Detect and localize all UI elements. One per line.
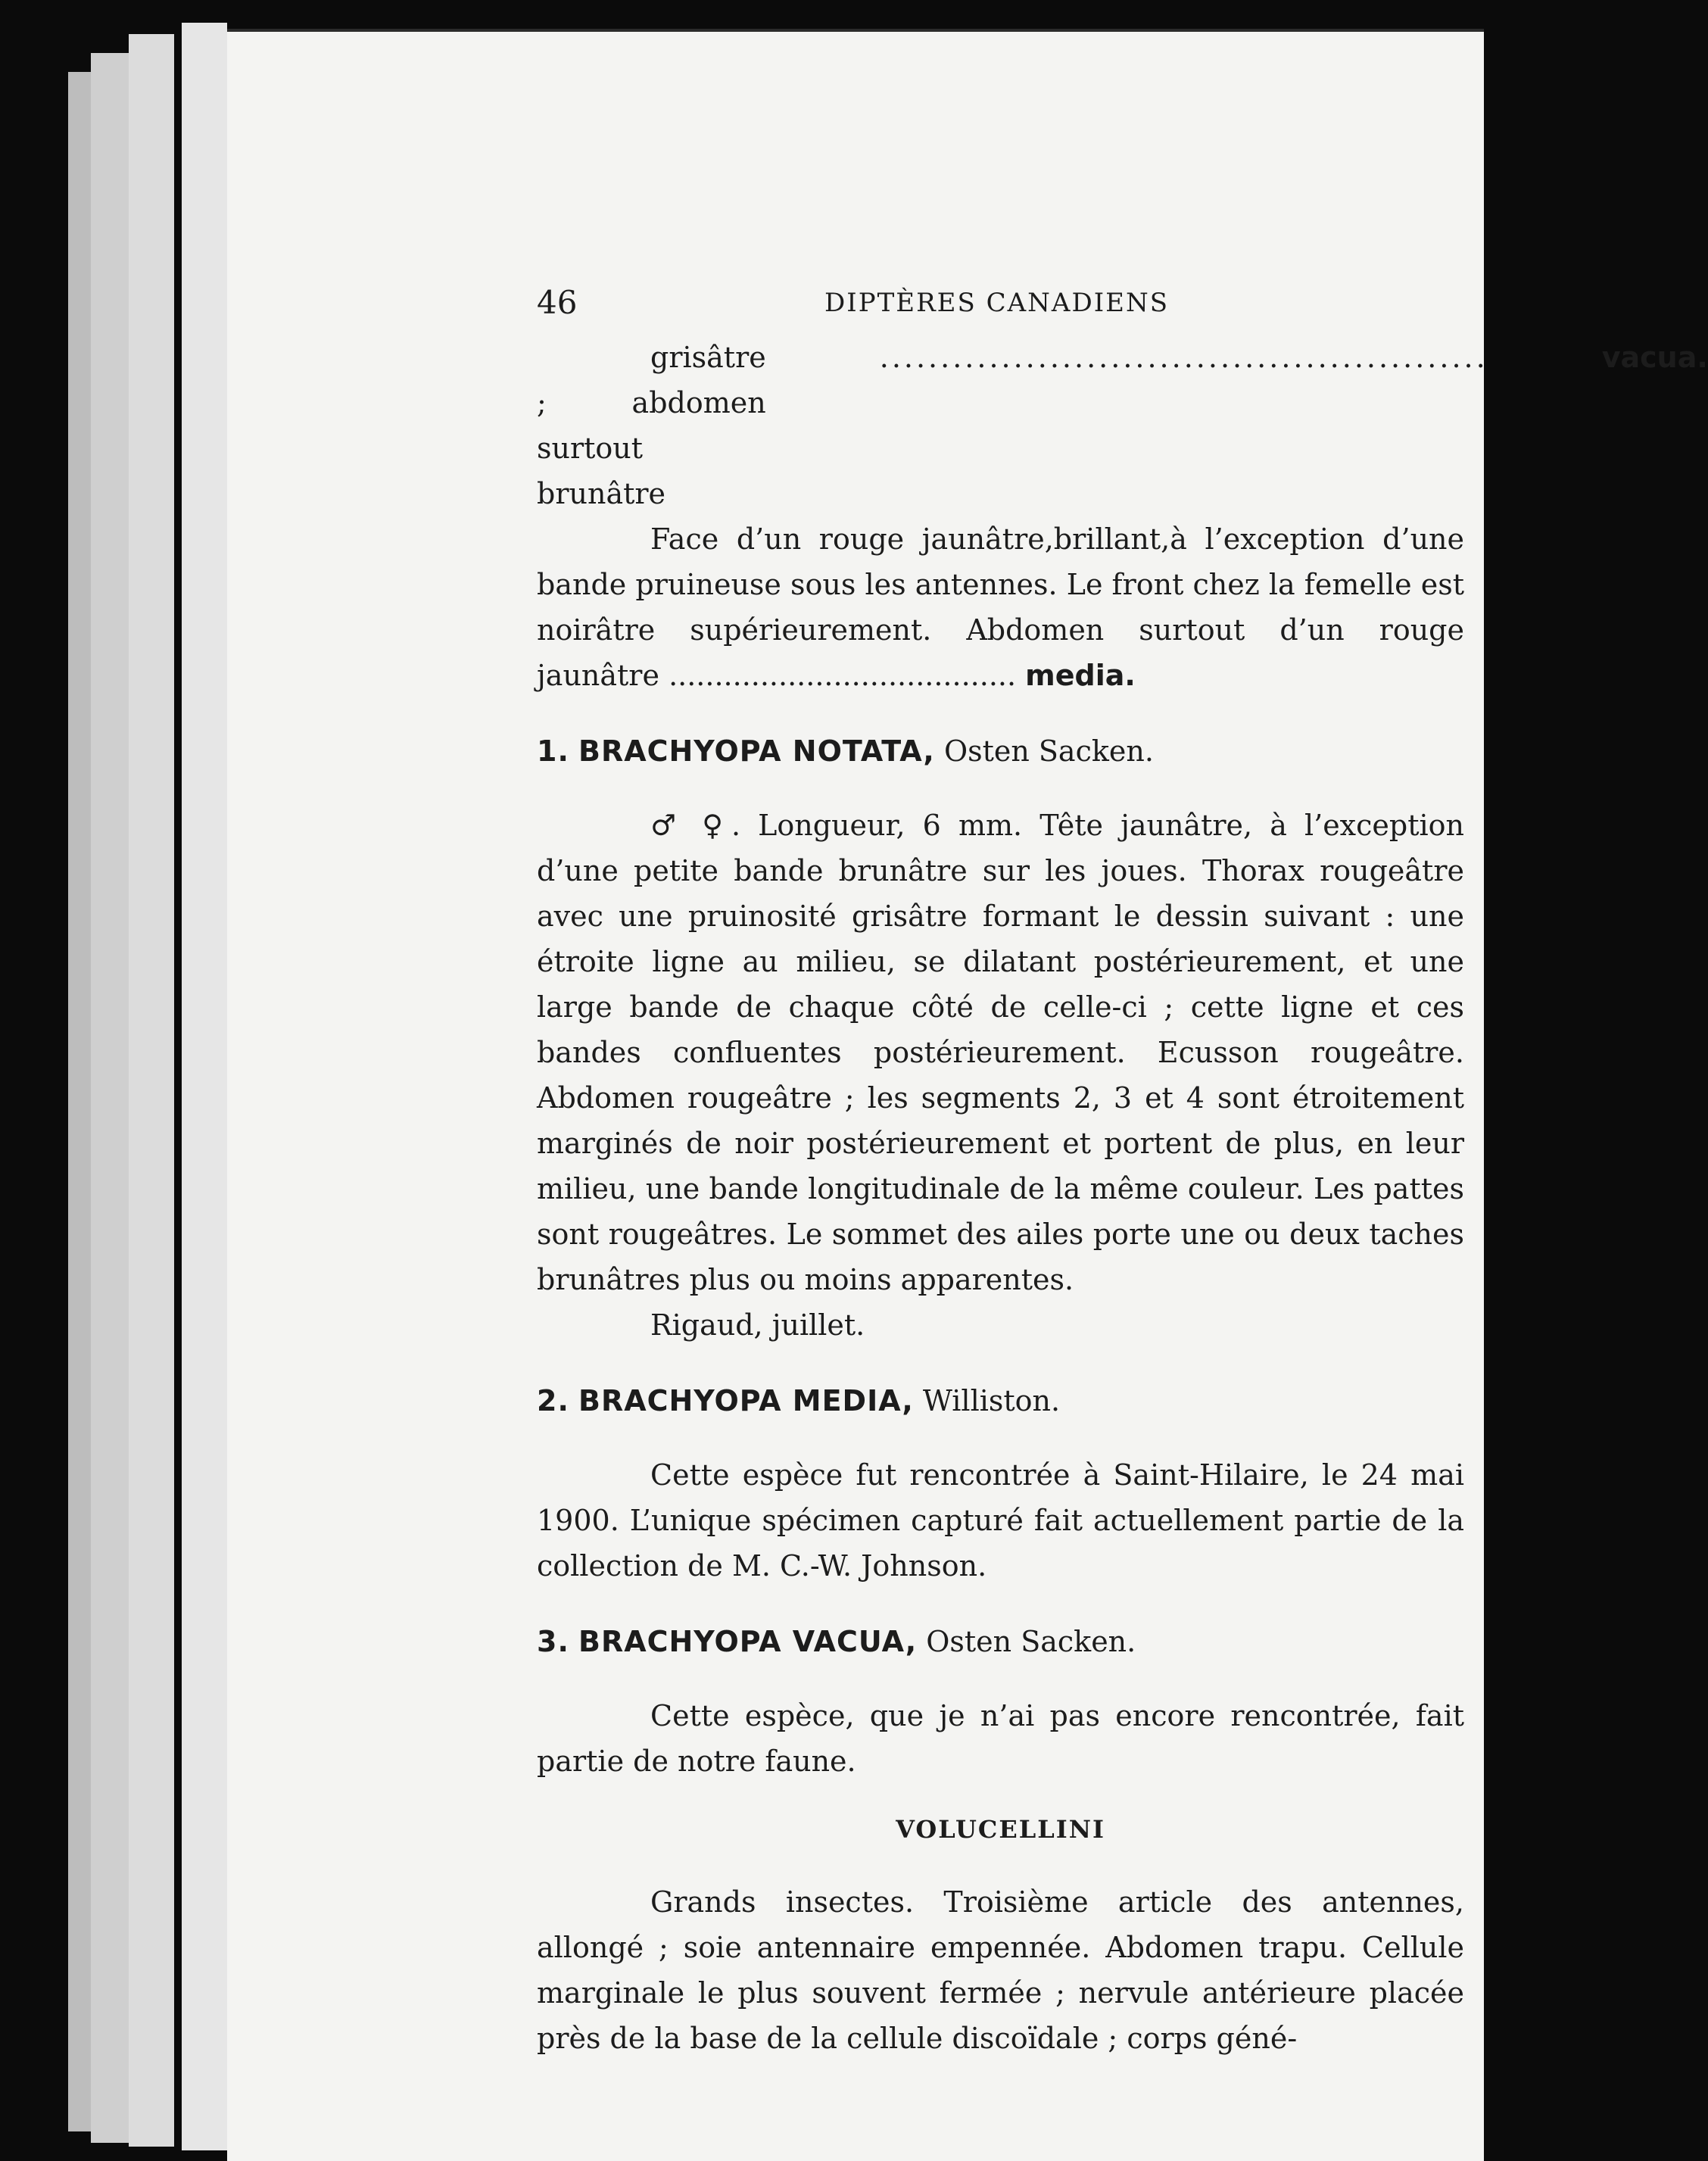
species-description: Cette espèce, que je n’ai pas encore rencontrée, fait partie de notre faune. <box>537 1699 1464 1778</box>
species-name: BRACHYOPA MEDIA, <box>578 1384 914 1417</box>
species-author: Osten Sacken. <box>926 1625 1136 1658</box>
page-header <box>537 280 1464 335</box>
species-locality: Rigaud, juillet. <box>650 1308 865 1342</box>
species-description: ♂ ♀. Longueur, 6 mm. Tête jaunâtre, à l’exception d’une petite bande brunâtre sur les joues. Thorax rougeâtre avec une pruinosité grisâtre formant le dessin suivant : une étroite ligne au milieu, se dilatant postérieurement, et une large bande de chaque côté de celle-ci ; cette ligne et ces bandes confluentes postérieurement. Ecusson rougeâtre. Abdomen rougeâtre ; les segments 2, 3 et 4 sont étroitement marginés de noir postérieurement et portent de plus, en leur milieu, une bande longitudinale de la même couleur. Les pattes sont rougeâtres. Le sommet des ailes porte une ou deux taches brunâtres plus ou moins apparentes. <box>537 809 1464 1296</box>
key-text: grisâtre ; abdomen surtout brunâtre <box>537 341 766 510</box>
species-description: Cette espèce fut rencontrée à Saint-Hilaire, le 24 mai 1900. L’unique spécimen capturé fait actuellement partie de la collection de M. C.-W. Johnson. <box>537 1458 1464 1583</box>
leader-dots: .................................................. <box>879 341 1488 374</box>
species-heading <box>537 728 1464 774</box>
key-species-name: media. <box>1025 659 1136 692</box>
key-line <box>537 516 1464 698</box>
page-number: 46 <box>537 284 578 321</box>
page-edge <box>182 23 227 2150</box>
page-text <box>537 280 1708 2061</box>
species-heading <box>537 1619 1464 1664</box>
tribe-description: Grands insectes. Troisième article des antennes, allongé ; soie antennaire empennée. Abdomen trapu. Cellule marginale le plus souvent fermée ; nervule antérieure placée près de la base de la cellule discoïdale ; corps géné- <box>537 1885 1464 2055</box>
page-edge <box>129 34 174 2147</box>
species-number: 3. <box>537 1625 569 1658</box>
species-number: 2. <box>537 1384 569 1417</box>
running-title: DIPTÈRES CANADIENS <box>824 288 1170 318</box>
species-author: Osten Sacken. <box>943 734 1154 768</box>
species-author: Williston. <box>922 1384 1061 1417</box>
leader-dots: ...................................... <box>669 659 1026 692</box>
tribe-heading: VOLUCELLINI <box>896 1815 1105 1844</box>
species-heading <box>537 1378 1464 1424</box>
key-species-name: vacua. <box>1601 341 1708 374</box>
key-text: Face d’un rouge jaunâtre,brillant,à l’exception d’une bande pruineuse sous les antennes. Le front chez la femelle est noirâtre supérieurement. Abdomen surtout d’un rouge jaunâtre <box>537 522 1464 692</box>
species-name: BRACHYOPA VACUA, <box>578 1625 918 1658</box>
key-line <box>537 335 1708 516</box>
species-number: 1. <box>537 734 569 768</box>
species-name: BRACHYOPA NOTATA, <box>578 734 935 768</box>
